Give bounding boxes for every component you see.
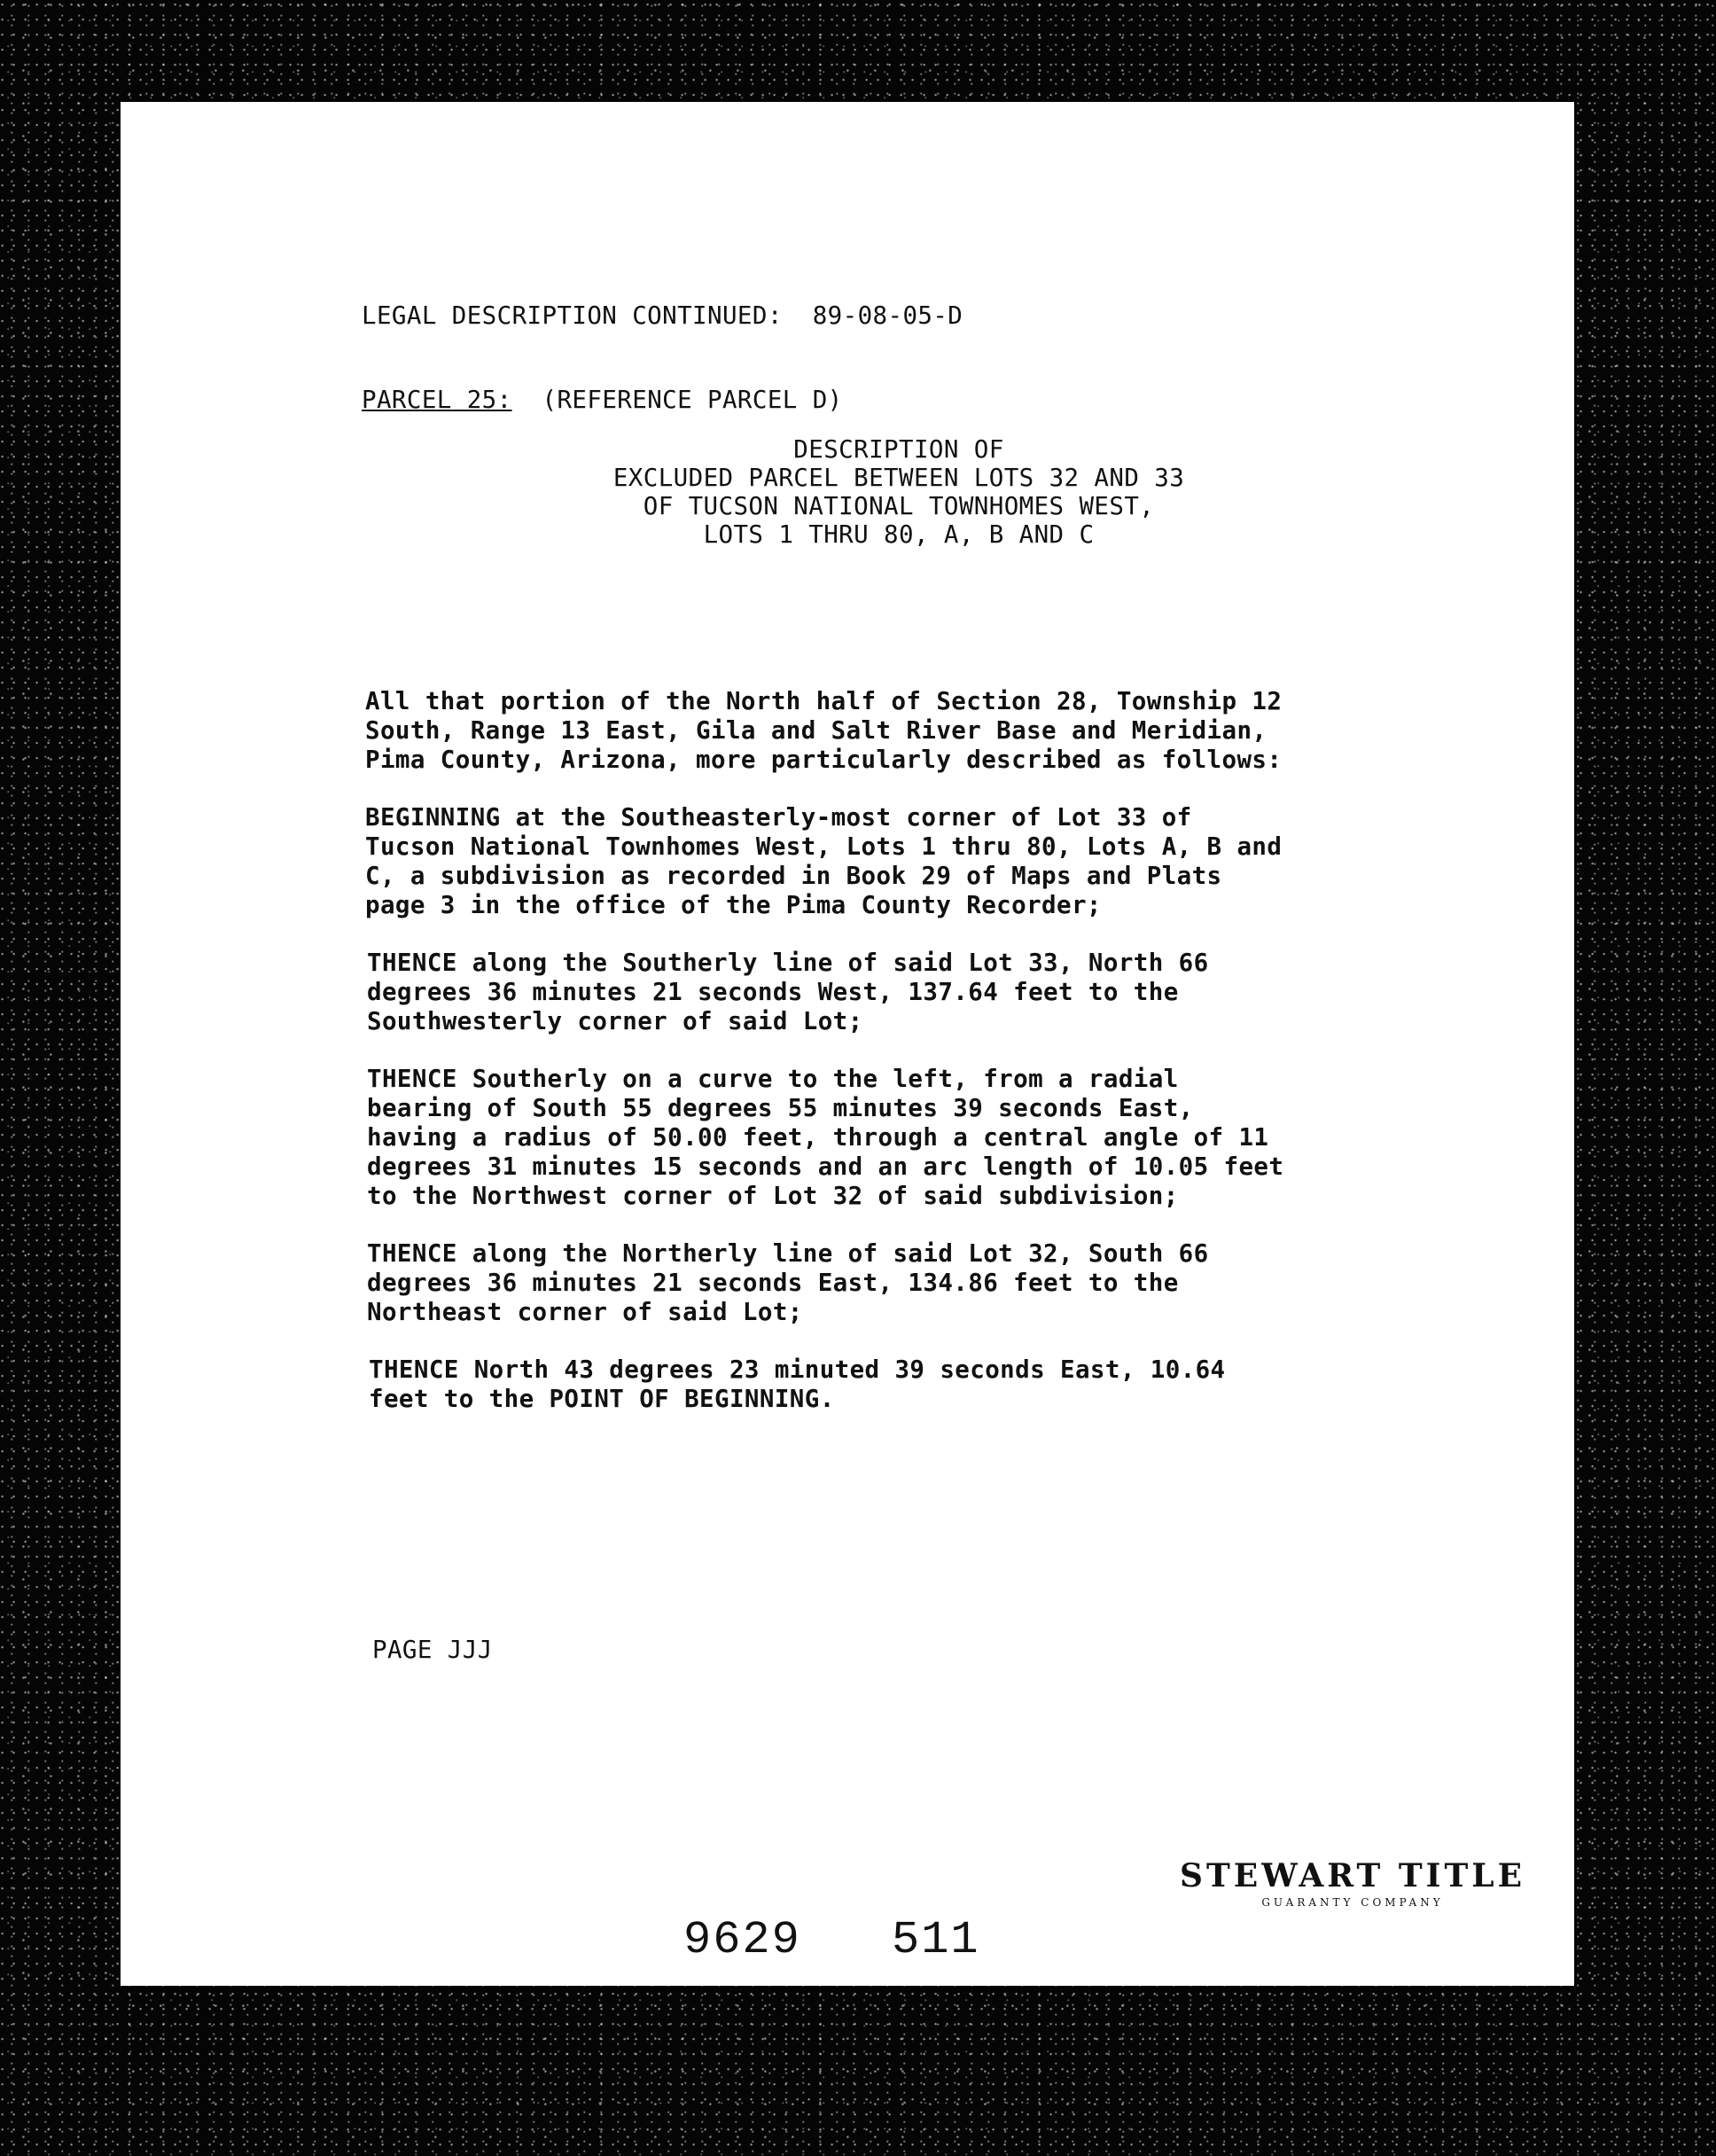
paragraph-line: THENCE along the Southerly line of said Lot 33, North 66 bbox=[367, 949, 1209, 977]
paragraph-line: Northeast corner of said Lot; bbox=[367, 1298, 803, 1326]
paragraph-line: BEGINNING at the Southeasterly-most corner of Lot 33 of bbox=[365, 803, 1192, 832]
paragraph-line: having a radius of 50.00 feet, through a central angle of 11 bbox=[367, 1123, 1269, 1152]
paragraph-line: degrees 31 minutes 15 seconds and an arc length of 10.05 feet bbox=[367, 1152, 1284, 1181]
heading-line-3: OF TUCSON NATIONAL TOWNHOMES WEST, bbox=[643, 492, 1155, 520]
parcel-label: PARCEL 25: bbox=[362, 386, 512, 414]
heading-line-4: LOTS 1 THRU 80, A, B AND C bbox=[703, 520, 1095, 549]
paragraph-line: South, Range 13 East, Gila and Salt River Base and Meridian, bbox=[365, 716, 1268, 745]
paragraph-line: degrees 36 minutes 21 seconds East, 134.86 feet to the bbox=[367, 1269, 1179, 1297]
page-label: PAGE JJJ bbox=[372, 1636, 493, 1664]
paragraph-line: bearing of South 55 degrees 55 minutes 39 seconds East, bbox=[367, 1094, 1194, 1122]
paragraph-line: to the Northwest corner of Lot 32 of said subdivision; bbox=[367, 1182, 1179, 1210]
paragraph-line: feet to the POINT OF BEGINNING. bbox=[369, 1385, 835, 1413]
heading-line-2: EXCLUDED PARCEL BETWEEN LOTS 32 AND 33 bbox=[612, 464, 1185, 492]
paragraph-line: All that portion of the North half of Section 28, Township 12 bbox=[365, 687, 1283, 715]
paragraph-line: degrees 36 minutes 21 seconds West, 137.64 feet to the bbox=[367, 978, 1179, 1006]
paragraph-line: C, a subdivision as recorded in Book 29 of Maps and Plats bbox=[365, 862, 1222, 890]
heading-line-1: DESCRIPTION OF bbox=[793, 435, 1004, 464]
paragraph-line: Pima County, Arizona, more particularly described as follows: bbox=[365, 746, 1283, 774]
header-title: LEGAL DESCRIPTION CONTINUED: bbox=[362, 301, 783, 330]
paragraph-line: THENCE along the Northerly line of said Lot 32, South 66 bbox=[367, 1239, 1209, 1268]
paragraph-line: page 3 in the office of the Pima County Recorder; bbox=[365, 891, 1102, 919]
document-header bbox=[362, 301, 963, 331]
paragraph-line: Southwesterly corner of said Lot; bbox=[367, 1007, 863, 1035]
recording-page-number: 511 bbox=[892, 1914, 980, 1966]
company-logo bbox=[1166, 1857, 1539, 1909]
paragraph-line: Tucson National Townhomes West, Lots 1 thru 80, Lots A, B and bbox=[365, 832, 1283, 861]
parcel-reference: (REFERENCE PARCEL D) bbox=[542, 386, 843, 414]
paragraph-line: THENCE North 43 degrees 23 minuted 39 seconds East, 10.64 bbox=[369, 1355, 1226, 1384]
document-page bbox=[121, 102, 1574, 1986]
recording-docket-number: 9629 bbox=[683, 1914, 801, 1966]
parcel-line bbox=[362, 386, 843, 415]
paragraph-line: THENCE Southerly on a curve to the left, from a radial bbox=[367, 1065, 1179, 1093]
header-reference-number: 89-08-05-D bbox=[812, 301, 963, 330]
company-subtitle: GUARANTY COMPANY bbox=[1261, 1896, 1444, 1909]
company-name: STEWART TITLE bbox=[1179, 1857, 1526, 1894]
